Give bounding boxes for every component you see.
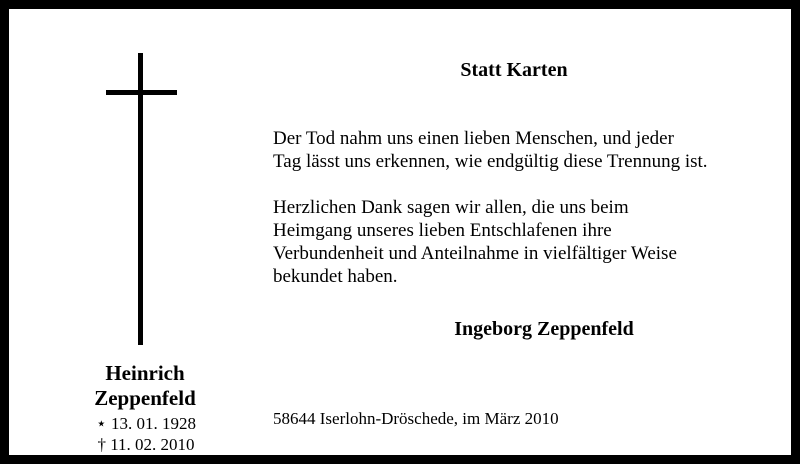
paragraph-line: Tag lässt uns erkennen, wie endgültig diese Trennung ist. [273, 151, 708, 172]
thanks-paragraph [273, 196, 773, 288]
paragraph-line: bekundet haben. [273, 266, 398, 287]
signature: Ingeborg Zeppenfeld [454, 318, 634, 340]
deceased-first-name: Heinrich [105, 361, 185, 385]
deceased-name-block [69, 361, 221, 411]
cross-vertical-bar [138, 53, 143, 345]
deceased-last-name: Zeppenfeld [94, 386, 196, 410]
cross-horizontal-bar [106, 90, 177, 95]
paragraph-line: Verbundenheit und Anteilnahme in vielfältiger Weise [273, 243, 677, 264]
birth-date: ⋆ 13. 01. 1928 [96, 414, 196, 433]
death-date: † 11. 02. 2010 [97, 435, 195, 454]
condolence-paragraph [273, 127, 773, 173]
heading: Statt Karten [460, 59, 568, 81]
paragraph-line: Herzlichen Dank sagen wir allen, die uns beim [273, 197, 629, 218]
deceased-dates [71, 413, 221, 455]
paragraph-line: Heimgang unseres lieben Entschlafenen ihre [273, 220, 612, 241]
place-date: 58644 Iserlohn-Dröschede, im März 2010 [273, 409, 559, 428]
paragraph-line: Der Tod nahm uns einen lieben Menschen, und jeder [273, 128, 674, 149]
